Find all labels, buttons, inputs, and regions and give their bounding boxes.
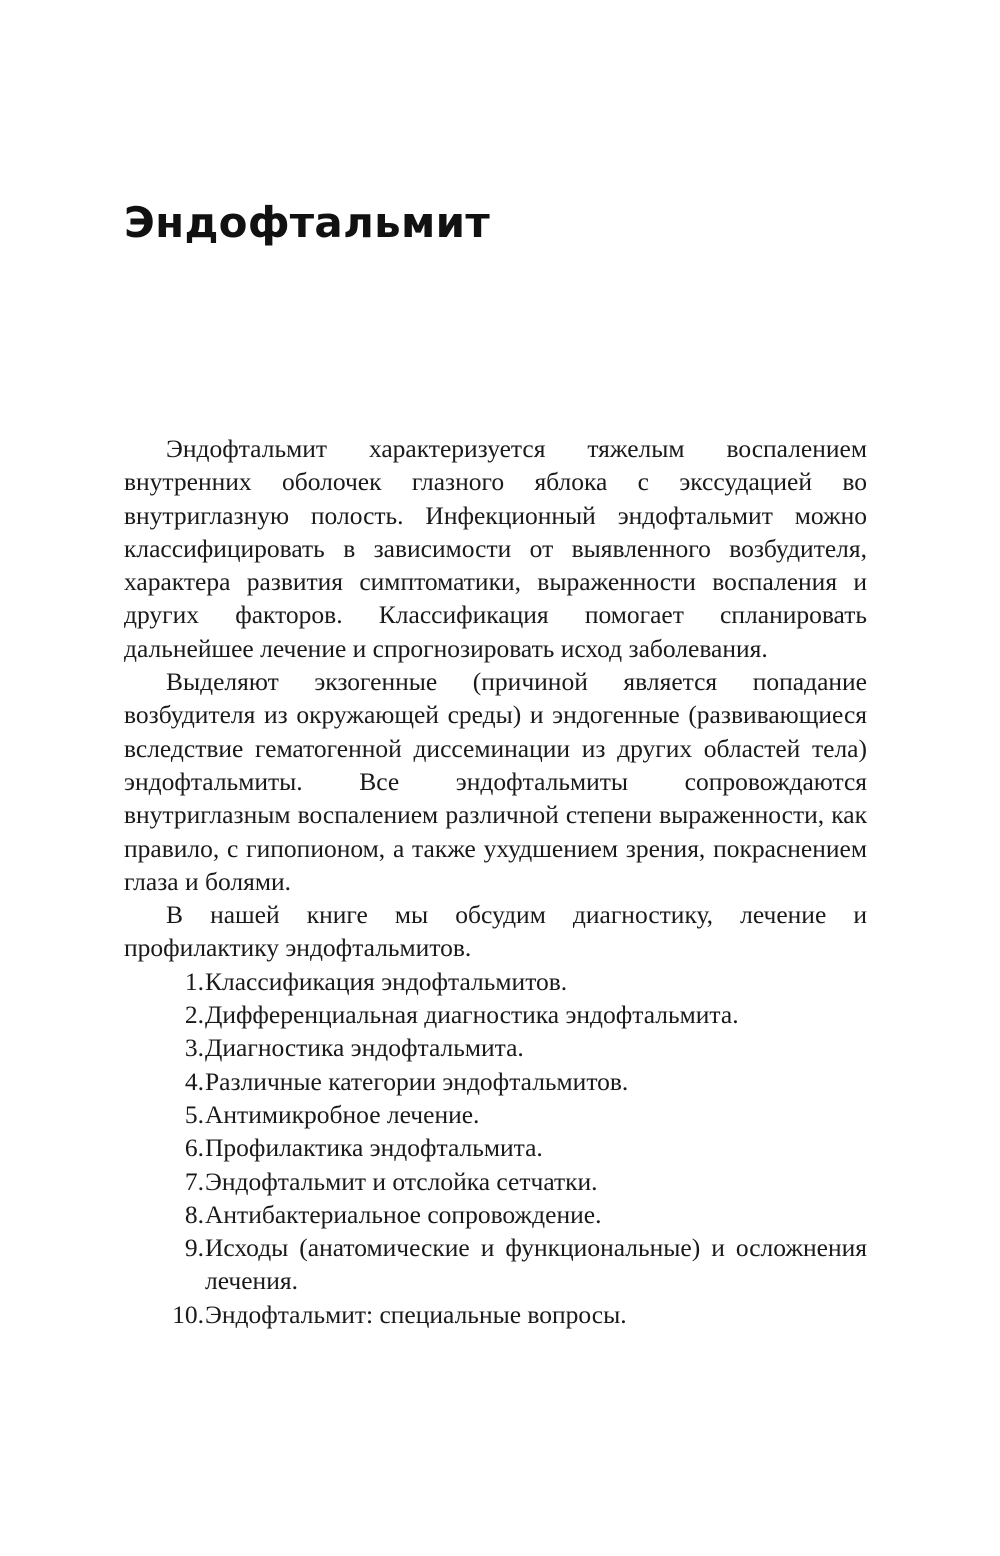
chapter-body (124, 432, 867, 1331)
list-item-number: 1. (184, 966, 204, 996)
list-item (124, 1031, 867, 1064)
list-item-text: Антимикробное лечение. (205, 1099, 480, 1129)
paragraph-types: Выделяют экзогенные (причиной является попадание возбудителя из окружающей среды) и эндогенные (развивающиеся вследствие гематогенной диссеминации из других областей тела) эндофтальмиты. Все эндофтальмиты сопровождаются внутриглазным воспалением различной степени выраженности, как правило, с гипопионом, а также ухудшением зрения, покраснением глаза и болями. (124, 667, 867, 896)
list-item-number: 8. (184, 1199, 204, 1229)
contents-list (124, 965, 867, 1331)
list-item (124, 1131, 867, 1164)
list-item (124, 1098, 867, 1131)
list-item-number: 3. (184, 1033, 204, 1063)
list-item-text: Диагностика эндофтальмита. (205, 1033, 524, 1063)
list-item (124, 1298, 867, 1331)
paragraph-book-scope: В нашей книге мы обсудим диагностику, лечение и профилактику эндофтальмитов. (124, 900, 867, 963)
list-item (124, 1198, 867, 1231)
list-item-text: Эндофтальмит: специальные вопросы. (205, 1299, 627, 1329)
list-item-text: Профилактика эндофтальмита. (205, 1133, 543, 1163)
list-item-text: Антибактериальное сопровождение. (205, 1199, 602, 1229)
list-item-text: Исходы (анатомические и функциональные) и осложнения лечения. (205, 1233, 867, 1296)
list-item-number: 2. (184, 1000, 204, 1030)
list-item-number: 7. (184, 1166, 204, 1196)
list-item (124, 998, 867, 1031)
list-item-number: 6. (184, 1133, 204, 1163)
list-item (124, 965, 867, 998)
list-item-number: 4. (184, 1066, 204, 1096)
list-item (124, 1065, 867, 1098)
list-item-text: Классификация эндофтальмитов. (205, 966, 568, 996)
list-item-number: 10. (172, 1299, 204, 1329)
list-item-text: Различные категории эндофтальмитов. (205, 1066, 629, 1096)
list-item (124, 1231, 867, 1298)
chapter-title: Эндофтальмит (124, 198, 490, 247)
paragraph-intro: Эндофтальмит характеризуется тяжелым воспалением внутренних оболочек глазного яблока с экссудацией во внутриглазную полость. Инфекционный эндофтальмит можно классифицировать в зависимости от выявленного возбудителя, характера развития симптоматики, выраженности воспаления и других факторов. Классификация помогает спланировать дальнейшее лечение и спрогнозировать исход заболевания. (124, 434, 867, 663)
list-item-text: Дифференциальная диагностика эндофтальмита. (205, 1000, 739, 1030)
list-item-text: Эндофтальмит и отслойка сетчатки. (205, 1166, 598, 1196)
list-item (124, 1165, 867, 1198)
list-item-number: 9. (184, 1233, 204, 1263)
list-item-number: 5. (184, 1099, 204, 1129)
